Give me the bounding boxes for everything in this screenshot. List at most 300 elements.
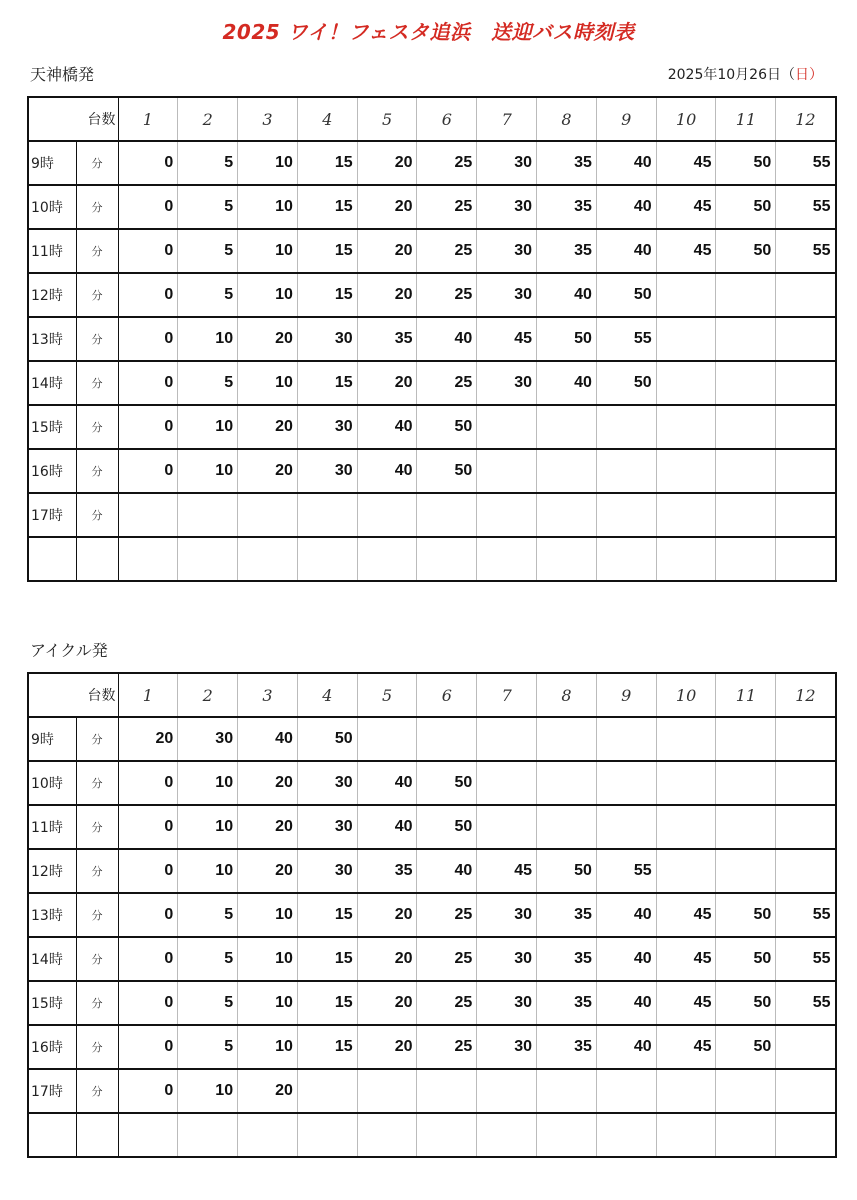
departure-minute-cell: 40 xyxy=(357,761,417,805)
departure-minute-cell: 30 xyxy=(477,981,537,1025)
departure-minute-cell: 40 xyxy=(596,141,656,185)
departure-minute-cell xyxy=(297,537,357,581)
departure-minute-cell: 50 xyxy=(716,981,776,1025)
hour-cell: 15時 xyxy=(28,405,76,449)
departure-minute-cell xyxy=(716,1069,776,1113)
departure-minute-cell: 20 xyxy=(238,317,298,361)
departure-minute-cell: 5 xyxy=(178,893,238,937)
departure-minute-cell xyxy=(776,805,836,849)
table-row xyxy=(28,805,836,849)
departure-minute-cell xyxy=(596,717,656,761)
departure-minute-cell: 55 xyxy=(776,893,836,937)
departure-minute-cell xyxy=(776,361,836,405)
departure-minute-cell: 0 xyxy=(118,361,178,405)
departure-minute-cell: 30 xyxy=(477,893,537,937)
table-row xyxy=(28,717,836,761)
departure-minute-cell: 35 xyxy=(357,849,417,893)
column-header-2: 2 xyxy=(178,97,238,141)
departure-minute-cell xyxy=(357,1069,417,1113)
departure-minute-cell: 40 xyxy=(417,849,477,893)
departure-minute-cell xyxy=(357,717,417,761)
departure-minute-cell xyxy=(716,805,776,849)
departure-minute-cell: 30 xyxy=(297,405,357,449)
departure-minute-cell: 10 xyxy=(178,849,238,893)
departure-minute-cell xyxy=(776,273,836,317)
departure-minute-cell xyxy=(776,1113,836,1157)
departure-minute-cell: 35 xyxy=(537,229,597,273)
departure-minute-cell xyxy=(357,493,417,537)
departure-minute-cell: 50 xyxy=(417,761,477,805)
departure-minute-cell: 15 xyxy=(297,273,357,317)
table-row xyxy=(28,229,836,273)
departure-minute-cell xyxy=(477,449,537,493)
table-row xyxy=(28,361,836,405)
departure-minute-cell: 10 xyxy=(178,761,238,805)
departure-minute-cell xyxy=(297,493,357,537)
hour-cell: 16時 xyxy=(28,1025,76,1069)
table-row xyxy=(28,449,836,493)
departure-minute-cell: 0 xyxy=(118,981,178,1025)
departure-minute-cell xyxy=(596,537,656,581)
hour-cell: 11時 xyxy=(28,805,76,849)
departure-minute-cell xyxy=(537,405,597,449)
departure-minute-cell xyxy=(537,449,597,493)
departure-minute-cell: 30 xyxy=(297,805,357,849)
departure-minute-cell: 20 xyxy=(238,449,298,493)
hour-cell: 17時 xyxy=(28,1069,76,1113)
departure-minute-cell: 0 xyxy=(118,849,178,893)
departure-minute-cell: 35 xyxy=(537,1025,597,1069)
departure-minute-cell xyxy=(656,361,716,405)
departure-minute-cell: 20 xyxy=(238,405,298,449)
table-row xyxy=(28,317,836,361)
departure-minute-cell xyxy=(656,449,716,493)
departure-minute-cell: 15 xyxy=(297,937,357,981)
departure-minute-cell xyxy=(716,1113,776,1157)
header-blank xyxy=(28,673,76,717)
departure-minute-cell: 5 xyxy=(178,937,238,981)
departure-minute-cell: 0 xyxy=(118,185,178,229)
timetable-tenjinbashi xyxy=(27,96,837,582)
departure-minute-cell xyxy=(776,849,836,893)
departure-minute-cell: 5 xyxy=(178,1025,238,1069)
departure-minute-cell xyxy=(537,717,597,761)
departure-minute-cell: 5 xyxy=(178,273,238,317)
departure-minute-cell: 0 xyxy=(118,229,178,273)
departure-minute-cell xyxy=(596,449,656,493)
section-label-tenjinbashi: 天神橋発 xyxy=(30,65,95,84)
departure-minute-cell xyxy=(297,1069,357,1113)
departure-minute-cell xyxy=(477,537,537,581)
minute-unit-cell: 分 xyxy=(76,141,118,185)
departure-minute-cell: 35 xyxy=(537,141,597,185)
departure-minute-cell xyxy=(656,849,716,893)
departure-minute-cell: 15 xyxy=(297,229,357,273)
column-header-1: 1 xyxy=(118,673,178,717)
departure-minute-cell: 10 xyxy=(238,893,298,937)
departure-minute-cell: 45 xyxy=(656,141,716,185)
departure-minute-cell: 25 xyxy=(417,361,477,405)
minute-unit-cell: 分 xyxy=(76,449,118,493)
departure-minute-cell: 20 xyxy=(357,893,417,937)
departure-minute-cell xyxy=(417,537,477,581)
departure-minute-cell: 30 xyxy=(477,229,537,273)
departure-minute-cell xyxy=(776,449,836,493)
departure-minute-cell: 20 xyxy=(238,805,298,849)
departure-minute-cell: 35 xyxy=(537,893,597,937)
departure-minute-cell xyxy=(178,537,238,581)
column-header-12: 12 xyxy=(776,97,836,141)
departure-minute-cell: 5 xyxy=(178,141,238,185)
departure-minute-cell xyxy=(656,761,716,805)
departure-minute-cell: 35 xyxy=(537,185,597,229)
hour-cell: 15時 xyxy=(28,981,76,1025)
hour-cell xyxy=(28,1113,76,1157)
header-row xyxy=(28,97,836,141)
departure-minute-cell: 50 xyxy=(716,141,776,185)
column-header-6: 6 xyxy=(417,673,477,717)
departure-minute-cell xyxy=(417,1069,477,1113)
table-row xyxy=(28,273,836,317)
header-row xyxy=(28,673,836,717)
departure-minute-cell: 10 xyxy=(238,1025,298,1069)
departure-minute-cell: 30 xyxy=(297,449,357,493)
table-row xyxy=(28,141,836,185)
departure-minute-cell: 15 xyxy=(297,1025,357,1069)
minute-unit-cell: 分 xyxy=(76,805,118,849)
hour-cell: 10時 xyxy=(28,185,76,229)
departure-minute-cell xyxy=(118,493,178,537)
minute-unit-cell: 分 xyxy=(76,273,118,317)
departure-minute-cell: 20 xyxy=(118,717,178,761)
departure-minute-cell: 15 xyxy=(297,361,357,405)
departure-minute-cell xyxy=(656,537,716,581)
departure-minute-cell xyxy=(656,1113,716,1157)
minute-unit-cell xyxy=(76,1113,118,1157)
departure-minute-cell: 10 xyxy=(178,805,238,849)
departure-minute-cell: 50 xyxy=(716,1025,776,1069)
header-bus-count: 台数 xyxy=(76,97,118,141)
departure-minute-cell: 25 xyxy=(417,1025,477,1069)
departure-minute-cell: 0 xyxy=(118,141,178,185)
departure-minute-cell xyxy=(537,493,597,537)
departure-minute-cell xyxy=(477,717,537,761)
departure-minute-cell xyxy=(537,1113,597,1157)
departure-minute-cell: 40 xyxy=(537,361,597,405)
departure-minute-cell: 50 xyxy=(596,273,656,317)
minute-unit-cell: 分 xyxy=(76,893,118,937)
departure-minute-cell xyxy=(118,1113,178,1157)
departure-minute-cell: 30 xyxy=(297,317,357,361)
departure-minute-cell xyxy=(596,761,656,805)
departure-minute-cell: 50 xyxy=(716,185,776,229)
table-row xyxy=(28,493,836,537)
departure-minute-cell: 20 xyxy=(357,937,417,981)
departure-minute-cell xyxy=(357,1113,417,1157)
departure-minute-cell: 20 xyxy=(238,849,298,893)
departure-minute-cell xyxy=(776,537,836,581)
departure-minute-cell: 35 xyxy=(357,317,417,361)
departure-minute-cell: 35 xyxy=(537,981,597,1025)
departure-minute-cell xyxy=(776,405,836,449)
departure-minute-cell: 20 xyxy=(357,361,417,405)
departure-minute-cell: 55 xyxy=(776,981,836,1025)
departure-minute-cell: 50 xyxy=(417,405,477,449)
hour-cell: 13時 xyxy=(28,893,76,937)
departure-minute-cell xyxy=(417,717,477,761)
departure-minute-cell xyxy=(656,805,716,849)
table-row xyxy=(28,1069,836,1113)
column-header-6: 6 xyxy=(417,97,477,141)
table-row xyxy=(28,185,836,229)
departure-minute-cell xyxy=(716,849,776,893)
departure-minute-cell: 0 xyxy=(118,1069,178,1113)
departure-minute-cell: 40 xyxy=(596,229,656,273)
departure-minute-cell: 0 xyxy=(118,761,178,805)
column-header-11: 11 xyxy=(716,673,776,717)
departure-minute-cell: 5 xyxy=(178,229,238,273)
departure-minute-cell: 10 xyxy=(238,273,298,317)
departure-minute-cell: 35 xyxy=(537,937,597,981)
departure-minute-cell xyxy=(716,273,776,317)
departure-minute-cell xyxy=(417,493,477,537)
column-header-8: 8 xyxy=(537,97,597,141)
departure-minute-cell: 55 xyxy=(596,849,656,893)
column-header-11: 11 xyxy=(716,97,776,141)
departure-minute-cell: 55 xyxy=(776,185,836,229)
departure-minute-cell: 10 xyxy=(238,141,298,185)
departure-minute-cell: 15 xyxy=(297,141,357,185)
departure-minute-cell: 5 xyxy=(178,361,238,405)
departure-minute-cell: 20 xyxy=(238,761,298,805)
departure-minute-cell: 45 xyxy=(477,849,537,893)
departure-minute-cell: 20 xyxy=(357,141,417,185)
departure-minute-cell xyxy=(477,1113,537,1157)
departure-minute-cell: 25 xyxy=(417,893,477,937)
column-header-1: 1 xyxy=(118,97,178,141)
departure-minute-cell: 40 xyxy=(596,185,656,229)
departure-minute-cell: 0 xyxy=(118,317,178,361)
departure-minute-cell: 15 xyxy=(297,185,357,229)
departure-minute-cell xyxy=(776,1025,836,1069)
minute-unit-cell: 分 xyxy=(76,981,118,1025)
departure-minute-cell: 10 xyxy=(238,981,298,1025)
departure-minute-cell: 10 xyxy=(238,185,298,229)
hour-cell: 9時 xyxy=(28,717,76,761)
departure-minute-cell: 45 xyxy=(477,317,537,361)
minute-unit-cell: 分 xyxy=(76,405,118,449)
hour-cell: 16時 xyxy=(28,449,76,493)
departure-minute-cell: 55 xyxy=(776,141,836,185)
departure-minute-cell: 25 xyxy=(417,273,477,317)
departure-minute-cell: 45 xyxy=(656,893,716,937)
departure-minute-cell: 0 xyxy=(118,1025,178,1069)
header-bus-count: 台数 xyxy=(76,673,118,717)
departure-minute-cell: 25 xyxy=(417,937,477,981)
minute-unit-cell: 分 xyxy=(76,717,118,761)
column-header-7: 7 xyxy=(477,97,537,141)
departure-minute-cell: 30 xyxy=(477,361,537,405)
departure-minute-cell: 40 xyxy=(596,981,656,1025)
departure-minute-cell xyxy=(357,537,417,581)
departure-minute-cell: 40 xyxy=(357,449,417,493)
minute-unit-cell: 分 xyxy=(76,849,118,893)
departure-minute-cell: 0 xyxy=(118,893,178,937)
minute-unit-cell: 分 xyxy=(76,1025,118,1069)
departure-minute-cell: 40 xyxy=(357,405,417,449)
departure-minute-cell xyxy=(477,493,537,537)
departure-minute-cell xyxy=(596,493,656,537)
column-header-5: 5 xyxy=(357,673,417,717)
departure-minute-cell: 55 xyxy=(776,229,836,273)
table-row xyxy=(28,893,836,937)
hour-cell: 10時 xyxy=(28,761,76,805)
minute-unit-cell: 分 xyxy=(76,317,118,361)
departure-minute-cell: 40 xyxy=(417,317,477,361)
table-row xyxy=(28,1113,836,1157)
departure-minute-cell xyxy=(477,805,537,849)
column-header-2: 2 xyxy=(178,673,238,717)
date-weekday: 日 xyxy=(795,67,809,83)
departure-minute-cell: 50 xyxy=(537,317,597,361)
departure-minute-cell: 0 xyxy=(118,405,178,449)
departure-minute-cell: 15 xyxy=(297,981,357,1025)
departure-minute-cell xyxy=(656,493,716,537)
departure-minute-cell: 50 xyxy=(417,449,477,493)
page-title: 2025 ワイ！フェスタ追浜 送迎バス時刻表 xyxy=(222,20,635,44)
departure-minute-cell xyxy=(596,1069,656,1113)
departure-minute-cell: 20 xyxy=(357,185,417,229)
table-row xyxy=(28,405,836,449)
departure-minute-cell: 10 xyxy=(178,317,238,361)
hour-cell: 12時 xyxy=(28,849,76,893)
section-label-aikuru: アイクル発 xyxy=(30,641,108,660)
column-header-5: 5 xyxy=(357,97,417,141)
column-header-9: 9 xyxy=(596,673,656,717)
minute-unit-cell: 分 xyxy=(76,1069,118,1113)
departure-minute-cell xyxy=(776,717,836,761)
departure-minute-cell: 10 xyxy=(238,229,298,273)
departure-minute-cell: 20 xyxy=(238,1069,298,1113)
hour-cell: 13時 xyxy=(28,317,76,361)
departure-minute-cell: 5 xyxy=(178,981,238,1025)
departure-minute-cell xyxy=(477,761,537,805)
departure-minute-cell xyxy=(178,493,238,537)
departure-minute-cell xyxy=(656,317,716,361)
table-row xyxy=(28,849,836,893)
minute-unit-cell: 分 xyxy=(76,493,118,537)
departure-minute-cell xyxy=(238,1113,298,1157)
departure-minute-cell: 30 xyxy=(178,717,238,761)
departure-minute-cell: 25 xyxy=(417,981,477,1025)
header-blank xyxy=(28,97,76,141)
departure-minute-cell xyxy=(776,317,836,361)
departure-minute-cell xyxy=(716,761,776,805)
departure-minute-cell xyxy=(596,405,656,449)
departure-minute-cell: 30 xyxy=(477,141,537,185)
departure-minute-cell xyxy=(417,1113,477,1157)
column-header-9: 9 xyxy=(596,97,656,141)
minute-unit-cell: 分 xyxy=(76,937,118,981)
table-row xyxy=(28,537,836,581)
departure-minute-cell: 50 xyxy=(297,717,357,761)
departure-minute-cell: 5 xyxy=(178,185,238,229)
departure-minute-cell xyxy=(596,1113,656,1157)
departure-minute-cell xyxy=(716,717,776,761)
table-row xyxy=(28,937,836,981)
departure-minute-cell: 0 xyxy=(118,273,178,317)
departure-minute-cell xyxy=(716,493,776,537)
column-header-12: 12 xyxy=(776,673,836,717)
departure-minute-cell xyxy=(596,805,656,849)
minute-unit-cell: 分 xyxy=(76,229,118,273)
departure-minute-cell: 45 xyxy=(656,937,716,981)
departure-minute-cell: 30 xyxy=(477,937,537,981)
departure-minute-cell xyxy=(537,1069,597,1113)
minute-unit-cell xyxy=(76,537,118,581)
departure-minute-cell xyxy=(238,493,298,537)
departure-minute-cell: 50 xyxy=(716,937,776,981)
column-header-10: 10 xyxy=(656,673,716,717)
column-header-3: 3 xyxy=(238,673,298,717)
departure-minute-cell: 20 xyxy=(357,1025,417,1069)
departure-minute-cell xyxy=(716,449,776,493)
departure-minute-cell: 40 xyxy=(238,717,298,761)
departure-minute-cell: 20 xyxy=(357,229,417,273)
departure-minute-cell: 0 xyxy=(118,937,178,981)
departure-minute-cell xyxy=(477,405,537,449)
departure-minute-cell: 20 xyxy=(357,273,417,317)
date-text: 2025年10月26日（ xyxy=(667,67,795,83)
timetable-aikuru xyxy=(27,672,837,1158)
departure-minute-cell xyxy=(537,537,597,581)
departure-minute-cell: 55 xyxy=(776,937,836,981)
hour-cell xyxy=(28,537,76,581)
departure-minute-cell: 10 xyxy=(178,449,238,493)
column-header-8: 8 xyxy=(537,673,597,717)
departure-minute-cell: 40 xyxy=(596,1025,656,1069)
departure-minute-cell xyxy=(118,537,178,581)
departure-minute-cell: 30 xyxy=(297,761,357,805)
departure-minute-cell xyxy=(297,1113,357,1157)
departure-minute-cell: 55 xyxy=(596,317,656,361)
departure-minute-cell: 45 xyxy=(656,1025,716,1069)
departure-minute-cell: 25 xyxy=(417,141,477,185)
departure-minute-cell xyxy=(238,537,298,581)
departure-minute-cell xyxy=(537,805,597,849)
column-header-3: 3 xyxy=(238,97,298,141)
table-row xyxy=(28,981,836,1025)
date-close: ） xyxy=(809,67,823,83)
departure-minute-cell: 50 xyxy=(716,893,776,937)
departure-minute-cell: 10 xyxy=(238,361,298,405)
hour-cell: 14時 xyxy=(28,937,76,981)
hour-cell: 11時 xyxy=(28,229,76,273)
departure-minute-cell: 40 xyxy=(537,273,597,317)
column-header-4: 4 xyxy=(297,97,357,141)
departure-minute-cell xyxy=(656,273,716,317)
hour-cell: 14時 xyxy=(28,361,76,405)
departure-minute-cell: 20 xyxy=(357,981,417,1025)
departure-minute-cell: 10 xyxy=(238,937,298,981)
departure-minute-cell: 30 xyxy=(297,849,357,893)
minute-unit-cell: 分 xyxy=(76,185,118,229)
departure-minute-cell xyxy=(656,405,716,449)
minute-unit-cell: 分 xyxy=(76,361,118,405)
departure-minute-cell xyxy=(477,1069,537,1113)
departure-minute-cell xyxy=(537,761,597,805)
departure-minute-cell: 45 xyxy=(656,981,716,1025)
